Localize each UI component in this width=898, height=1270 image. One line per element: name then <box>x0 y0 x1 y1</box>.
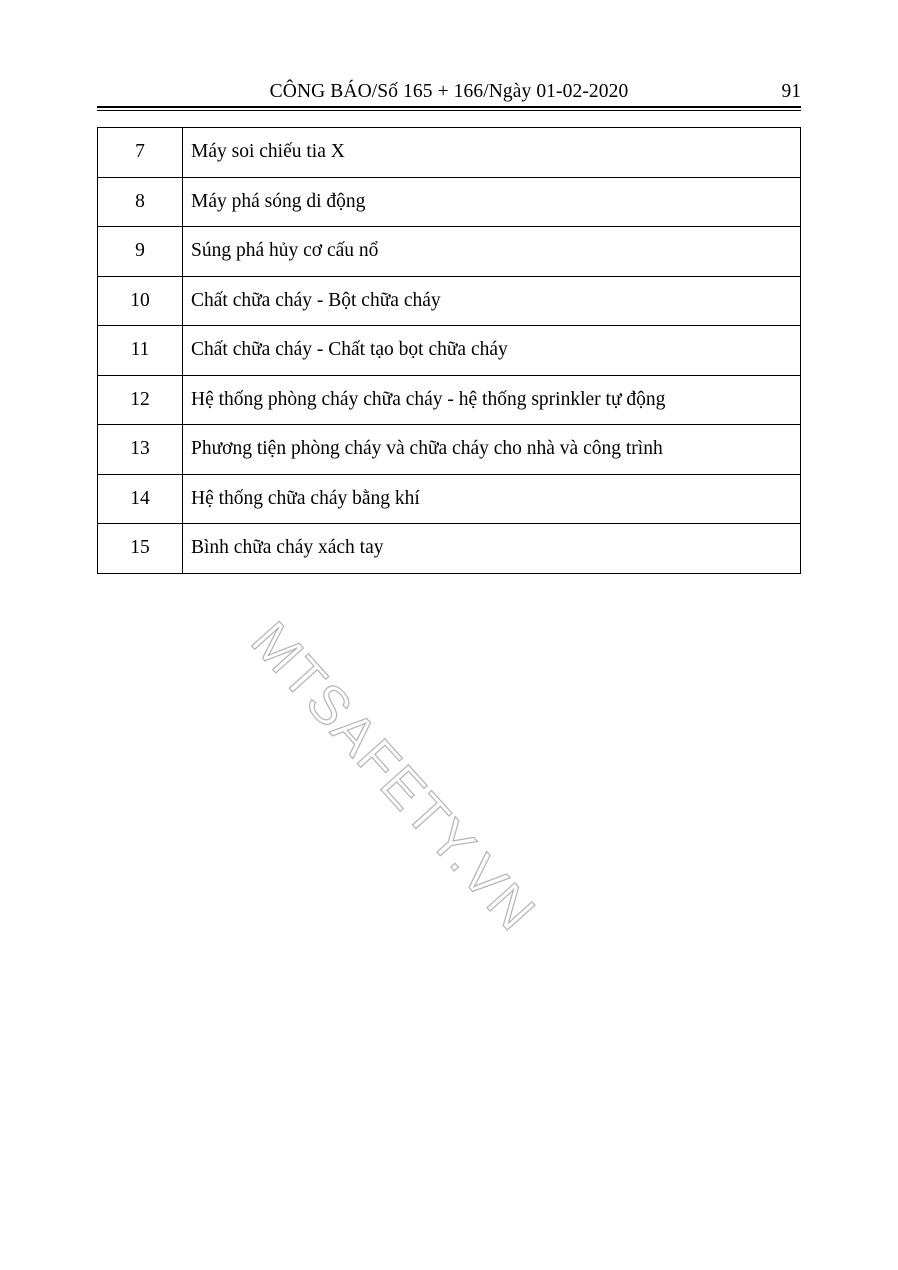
table-row <box>98 276 801 326</box>
page-header <box>97 78 801 106</box>
row-number: 7 <box>98 128 183 178</box>
table-row <box>98 177 801 227</box>
row-number: 14 <box>98 474 183 524</box>
row-name: Phương tiện phòng cháy và chữa cháy cho nhà và công trình <box>183 425 801 475</box>
row-name: Máy phá sóng di động <box>183 177 801 227</box>
row-number: 8 <box>98 177 183 227</box>
table-row <box>98 227 801 277</box>
table-row <box>98 128 801 178</box>
row-number: 10 <box>98 276 183 326</box>
table-row <box>98 524 801 574</box>
table-row <box>98 425 801 475</box>
items-table <box>97 127 801 574</box>
row-number: 12 <box>98 375 183 425</box>
row-name: Hệ thống chữa cháy bằng khí <box>183 474 801 524</box>
row-name: Hệ thống phòng cháy chữa cháy - hệ thống sprinkler tự động <box>183 375 801 425</box>
header-rule-thick <box>97 106 801 108</box>
watermark: MTSAFETY.VN <box>239 610 548 943</box>
table-row <box>98 326 801 376</box>
header-title: CÔNG BÁO/Số 165 + 166/Ngày 01-02-2020 <box>269 81 629 102</box>
row-number: 9 <box>98 227 183 277</box>
row-number: 15 <box>98 524 183 574</box>
table-row <box>98 474 801 524</box>
row-number: 11 <box>98 326 183 376</box>
row-name: Máy soi chiếu tia X <box>183 128 801 178</box>
row-name: Bình chữa cháy xách tay <box>183 524 801 574</box>
table-row <box>98 375 801 425</box>
row-name: Súng phá hủy cơ cấu nổ <box>183 227 801 277</box>
row-name: Chất chữa cháy - Chất tạo bọt chữa cháy <box>183 326 801 376</box>
row-number: 13 <box>98 425 183 475</box>
row-name: Chất chữa cháy - Bột chữa cháy <box>183 276 801 326</box>
page-number: 91 <box>781 81 801 102</box>
header-rule-thin <box>97 110 801 111</box>
